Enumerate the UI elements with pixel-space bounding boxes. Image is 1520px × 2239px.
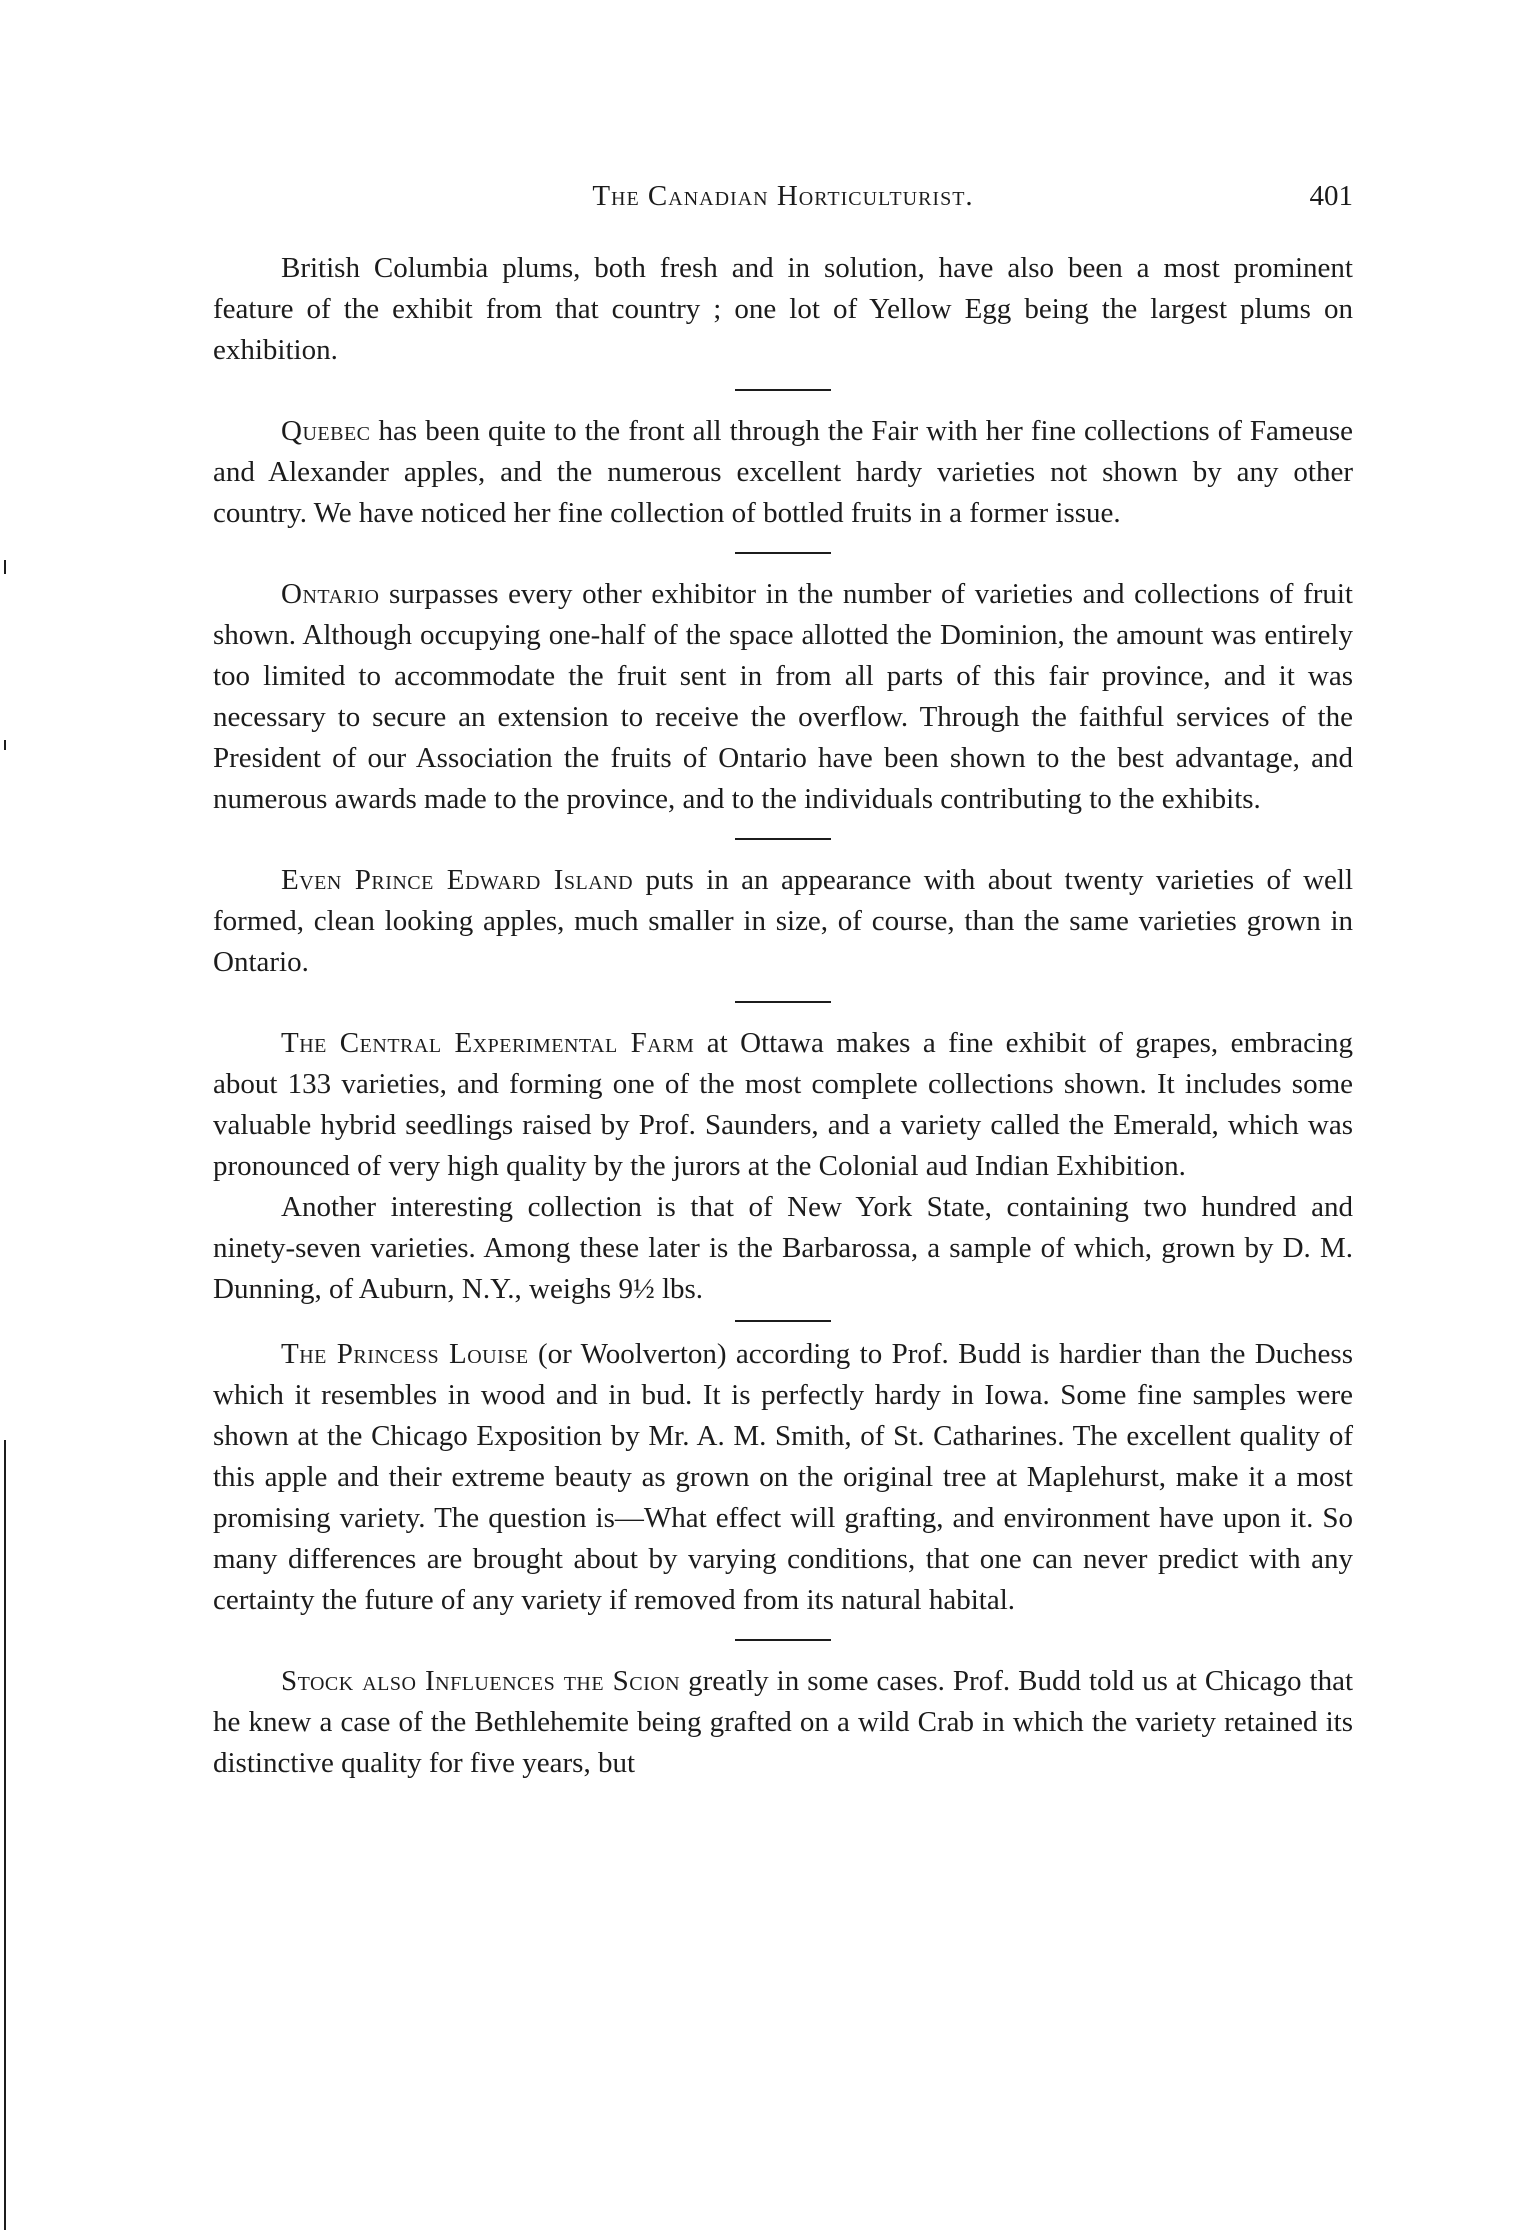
journal-title: The Canadian Horticulturist.: [592, 180, 974, 212]
paragraph-princess-louise: [213, 1334, 1353, 1621]
section-divider: [735, 1001, 831, 1003]
page-number: 401: [1309, 180, 1353, 212]
paragraph-text: Another interesting collection is that of New York State, containing two hundred and ninety-seven varieties. Among these later is the Barbarossa, a sample of which, grown by D. M. Dunning, of Auburn, N.Y., weighs 9½ lbs.: [213, 1191, 1353, 1305]
running-head: [213, 180, 1353, 226]
paragraph-ontario: [213, 574, 1353, 820]
section-divider: [735, 552, 831, 554]
margin-mark: [4, 740, 6, 750]
section-divider: [735, 389, 831, 391]
paragraph-experimental-farm: [213, 1023, 1353, 1187]
paragraph-text: at Ottawa makes a fine exhibit of grapes, embracing about 133 varieties, and forming one of the most complete collections shown. It includes some valuable hybrid seedlings raised by Prof. Saunders, and a variety called the Emerald, which was pronounced of very high quality by the jurors at the Colonial aud Indian Exhibition.: [213, 1027, 1353, 1182]
paragraph-lead: Even Prince Edward Island: [281, 864, 634, 896]
paragraph-text: British Columbia plums, both fresh and in solution, have also been a most prominent feature of the exhibit from that country ; one lot of Yellow Egg being the largest plums on exhibition.: [213, 252, 1353, 366]
paragraph-prince-edward-island: [213, 860, 1353, 983]
paragraph-stock-scion: [213, 1661, 1353, 1784]
section-divider: [735, 1320, 831, 1322]
article-body: [213, 248, 1353, 1784]
paragraph-quebec: [213, 411, 1353, 534]
paragraph-lead: Ontario: [281, 578, 380, 610]
paragraph-lead: The Central Experimental Farm: [281, 1027, 695, 1059]
paragraph-new-york: [213, 1187, 1353, 1310]
paragraph-text: surpasses every other exhibitor in the number of varieties and collections of fruit shown. Although occupying one-half of the space allotted the Dominion, the amount was entirely too limited to accommodate the fruit sent in from all parts of this fair province, and it was necessary to secure an extension to receive the overflow. Through the faithful services of the President of our Association the fruits of Ontario have been shown to the best advantage, and numerous awards made to the province, and to the individuals contributing to the exhibits.: [213, 578, 1353, 815]
paragraph-text: greatly in some cases. Prof. Budd told us at Chicago that he knew a case of the Bethlehemite being grafted on a wild Crab in which the variety retained its distinctive quality for five years, but: [213, 1665, 1354, 1779]
margin-mark: [4, 560, 6, 574]
paragraph-text: puts in an appearance with about twenty varieties of well formed, clean looking apples, much smaller in size, of course, than the same varieties grown in Ontario.: [213, 864, 1353, 978]
paragraph-text: has been quite to the front all through the Fair with her fine collections of Fameuse and Alexander apples, and the numerous excellent hardy varieties not shown by any other country. We have noticed her fine collection of bottled fruits in a former issue.: [213, 415, 1353, 529]
paragraph-lead: Quebec: [281, 415, 371, 447]
paragraph-text: (or Woolverton) according to Prof. Budd is hardier than the Duchess which it resembles in wood and in bud. It is perfectly hardy in Iowa. Some fine samples were shown at the Chicago Exposition by Mr. A. M. Smith, of St. Catharines. The excellent quality of this apple and their extreme beauty as grown on the original tree at Maplehurst, make it a most promising variety. The question is—What effect will grafting, and environment have upon it. So many differences are brought about by varying conditions, that one can never predict with any certainty the future of any variety if removed from its natural habital.: [213, 1338, 1353, 1616]
margin-binding-line: [4, 1440, 6, 2230]
section-divider: [735, 1639, 831, 1641]
paragraph-british-columbia: [213, 248, 1353, 371]
paragraph-lead: The Princess Louise: [281, 1338, 529, 1370]
section-divider: [735, 838, 831, 840]
paragraph-lead: Stock also Influences the Scion: [281, 1665, 681, 1697]
